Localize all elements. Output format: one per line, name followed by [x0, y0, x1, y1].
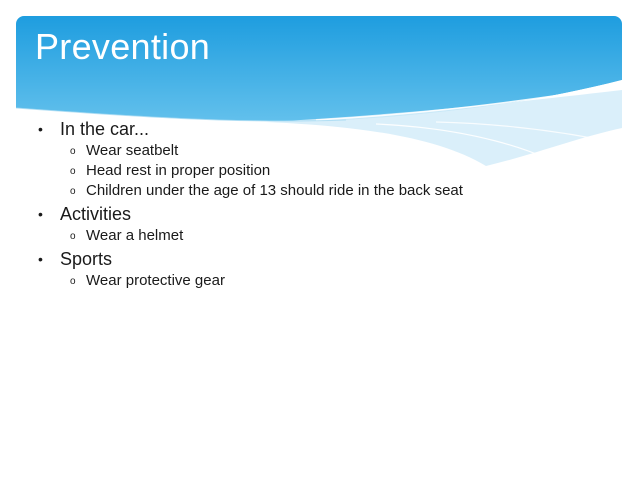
bullet-dot: • [38, 206, 43, 222]
sub-bullet: o [70, 146, 76, 157]
bullet-item-activities [28, 203, 608, 246]
bullet-label: Activities [60, 204, 132, 224]
sub-list [60, 271, 608, 291]
sub-bullet: o [70, 231, 76, 242]
slide-title: Prevention [35, 26, 211, 67]
bullet-dot: • [38, 251, 43, 267]
sub-item [60, 181, 608, 201]
sub-bullet: o [70, 186, 76, 197]
bullet-item-sports [28, 248, 608, 291]
sub-item-label: Children under the age of 13 should ride in the back seat [86, 182, 463, 199]
sub-bullet: o [70, 276, 76, 287]
bullet-label: Sports [60, 249, 113, 269]
sub-list [60, 141, 608, 201]
bullet-list [28, 118, 608, 293]
sub-item [60, 226, 608, 246]
sub-item [60, 141, 608, 161]
bullet-item-in-the-car [28, 118, 608, 201]
bullet-dot: • [38, 121, 43, 137]
sub-item [60, 271, 608, 291]
sub-item-label: Head rest in proper position [86, 162, 271, 179]
sub-item-label: Wear a helmet [86, 227, 184, 244]
sub-list [60, 226, 608, 246]
sub-item-label: Wear protective gear [86, 272, 225, 289]
sub-item-label: Wear seatbelt [86, 142, 179, 159]
sub-item [60, 161, 608, 181]
sub-bullet: o [70, 166, 76, 177]
bullet-label: In the car... [60, 119, 150, 139]
